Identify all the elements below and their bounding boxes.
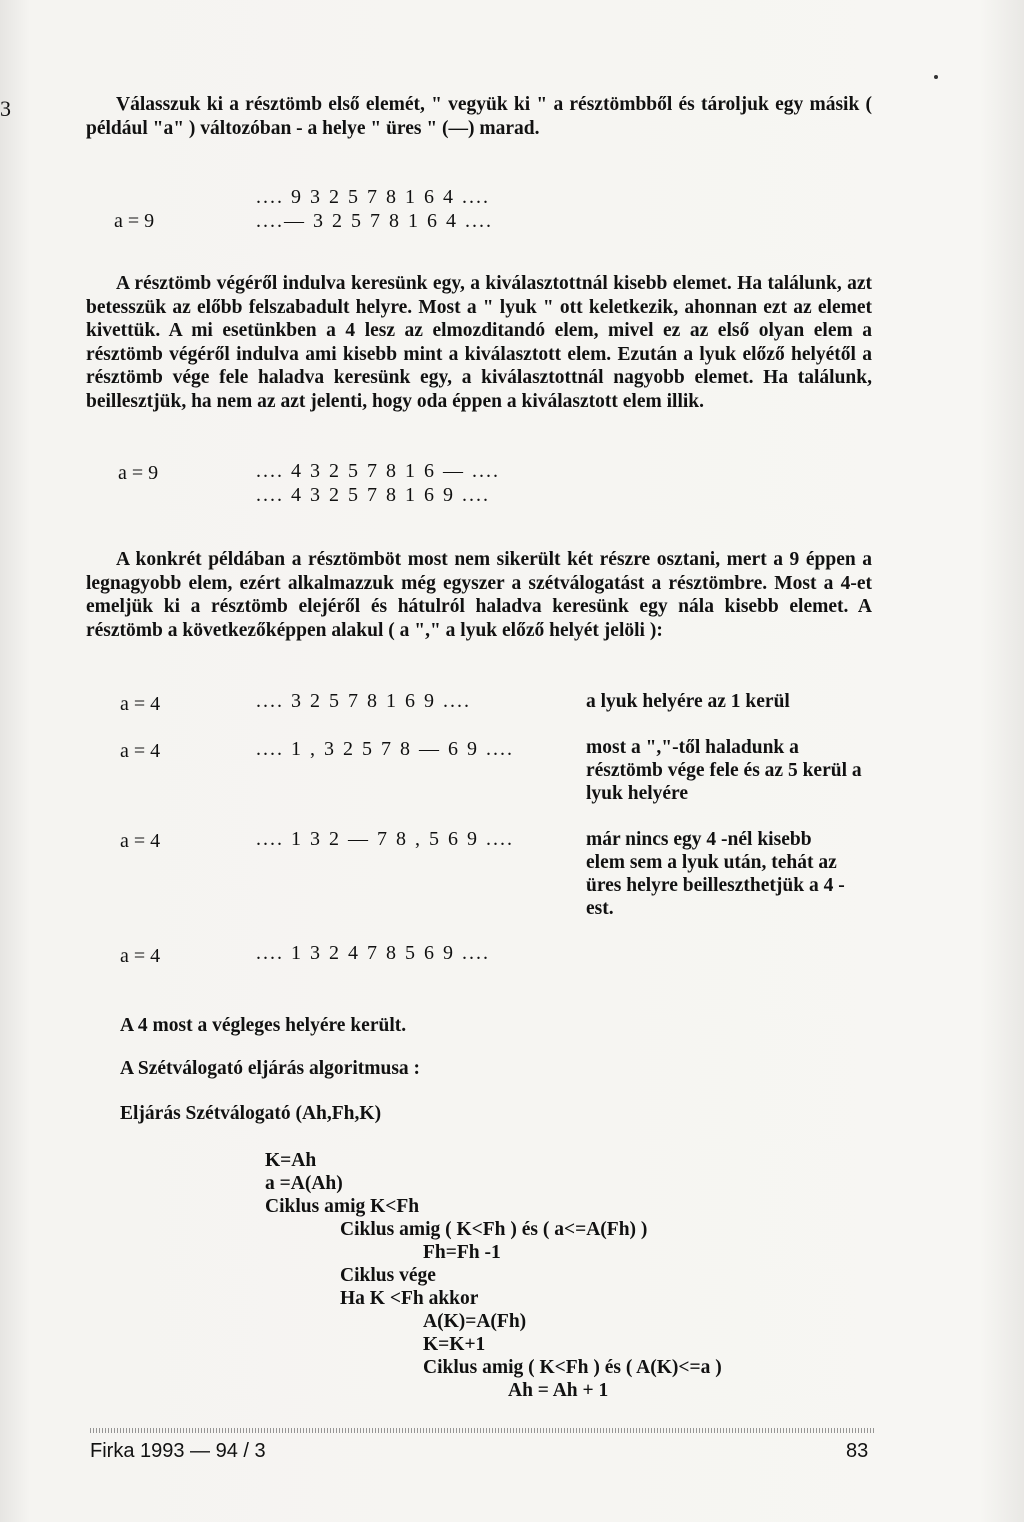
- code-line: Ciklus amig ( K<Fh ) és ( a<=A(Fh) ): [340, 1219, 648, 1240]
- paragraph-3: A konkrét példában a résztömböt most nem sikerült két részre osztani, mert a 9 éppen a legnagyobb elem, ezért alkalmazzuk még egyszer a szétválogatást a résztömbre. Most a 4-et emeljük ki a résztömb elejéről és hátulról haladva keresünk egy nála kisebb elemet. A résztömb a következőképpen alakul ( a "," a lyuk előző helyét jelöli ):: [86, 549, 872, 641]
- paragraph-2: A résztömb végéről indulva keresünk egy, a kiválasztottnál kisebb elemet. Ha találunk, azt betesszük az előbb felszabadult helyre. Most a " lyuk " ott keletkezik, ahonnan ezt az elemet kivettük. A mi esetünkben a 4 lesz az elmozditandó elem, mivel ez az első olyan elem a résztömb végéről indulva ami kisebb mint a kiválasztott elem. Ezután a lyuk előző helyétől a résztömb vége fele haladva keresünk egy, a kiválasztottnál nagyobb elemet. Ha találunk, beillesztjük, ha nem az azt jelenti, hogy oda éppen a kiválasztott elem illik.: [86, 273, 872, 412]
- step4-seq: .... 1 3 2 4 7 8 5 6 9 ....: [256, 942, 490, 964]
- ink-speck: [934, 75, 938, 79]
- example1-seq-row2: ....— 3 2 5 7 8 1 6 4 ....: [256, 210, 493, 232]
- step2-seq: .... 1 , 3 2 5 7 8 — 6 9 ....: [256, 738, 514, 760]
- step1-label: a = 4: [120, 693, 161, 715]
- code-line: Ciklus vége: [340, 1265, 436, 1286]
- code-line: Fh=Fh -1: [423, 1242, 501, 1263]
- code-line: Ah = Ah + 1: [508, 1380, 609, 1401]
- procedure-header: Eljárás Szétválogató (Ah,Fh,K): [120, 1103, 382, 1124]
- step3-note: már nincs egy 4 -nél kisebb elem sem a lyuk után, tehát az üres helyre beilleszthetjük a 4 -est.: [586, 829, 845, 919]
- final-text: A 4 most a végleges helyére került.: [120, 1015, 407, 1036]
- example2-seq-row1: .... 4 3 2 5 7 8 1 6 — ....: [256, 460, 500, 482]
- step2-label: a = 4: [120, 740, 161, 762]
- step3-seq: .... 1 3 2 — 7 8 , 5 6 9 ....: [256, 828, 514, 850]
- example1-seq-row1: .... 9 3 2 5 7 8 1 6 4 ....: [256, 186, 490, 208]
- step4-label: a = 4: [120, 945, 161, 967]
- footer-journal: Firka 1993 — 94 / 3: [90, 1440, 266, 1462]
- footer-rule: [90, 1428, 876, 1433]
- step3-label: a = 4: [120, 830, 161, 852]
- page-number: 83: [846, 1440, 869, 1462]
- intro-paragraph: Válasszuk ki a résztömb első elemét, " vegyük ki " a résztömbből és tároljuk egy másik ( például "a" ) változóban - a helye " üres " (—) marad.: [86, 94, 872, 139]
- code-line: a =A(Ah): [265, 1173, 343, 1194]
- code-line: Ha K <Fh akkor: [340, 1288, 479, 1309]
- example2-seq-row2: .... 4 3 2 5 7 8 1 6 9 ....: [256, 484, 490, 506]
- algorithm-title: A Szétválogató eljárás algoritmusa :: [120, 1058, 421, 1079]
- code-line: K=Ah: [265, 1150, 317, 1171]
- code-line: A(K)=A(Fh): [423, 1311, 527, 1332]
- example1-label: a = 9: [114, 210, 155, 232]
- code-line: K=K+1: [423, 1334, 486, 1355]
- margin-mark: 3: [0, 96, 11, 121]
- example2-label: a = 9: [118, 462, 159, 484]
- step2-note: most a ","-től haladunk a résztömb vége fele és az 5 kerül a lyuk helyére: [586, 737, 862, 804]
- code-line: Ciklus amig K<Fh: [265, 1196, 420, 1217]
- step1-note: a lyuk helyére az 1 kerül: [586, 691, 790, 712]
- code-line: Ciklus amig ( K<Fh ) és ( A(K)<=a ): [423, 1357, 722, 1378]
- step1-seq: .... 3 2 5 7 8 1 6 9 ....: [256, 690, 471, 712]
